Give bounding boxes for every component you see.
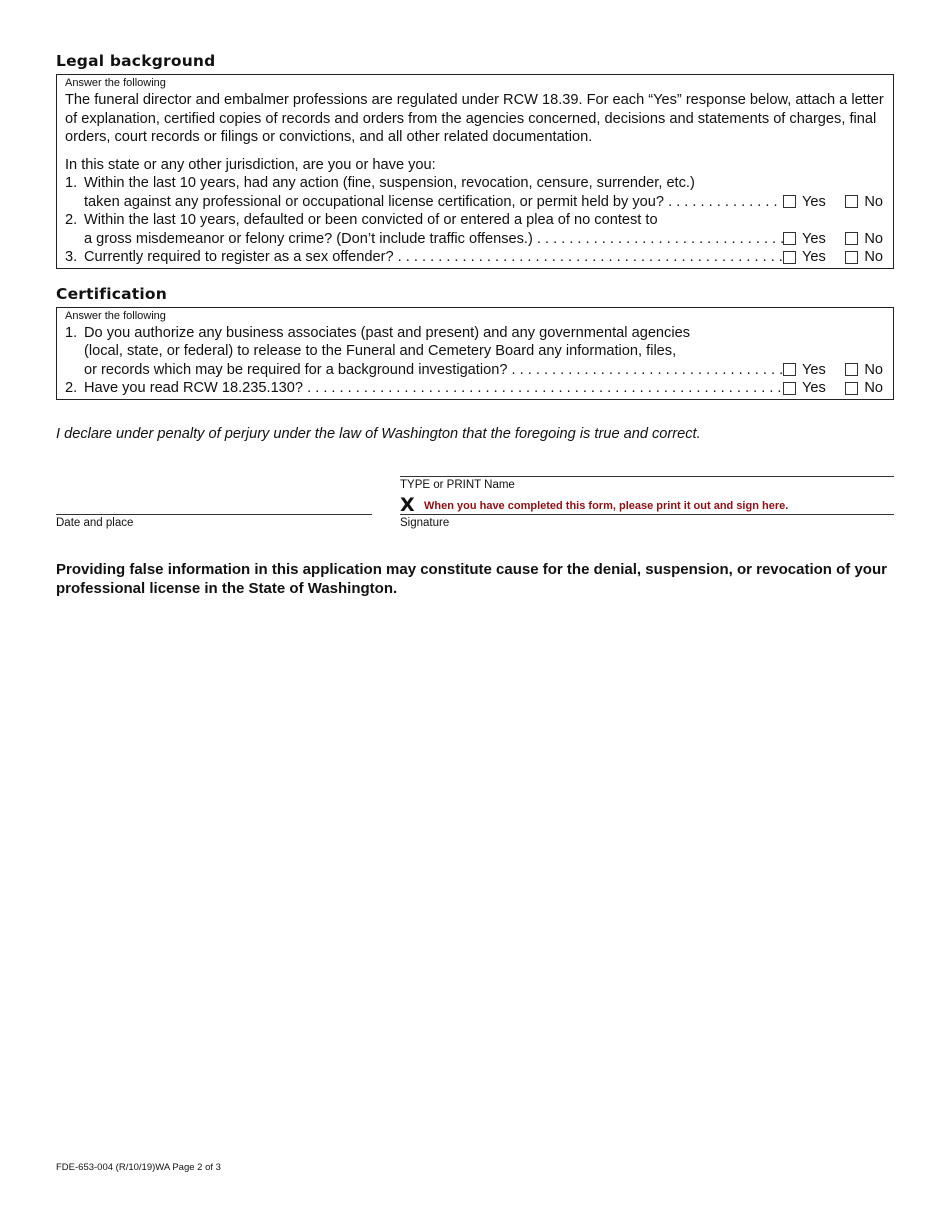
legal-question-2-line-2 — [65, 230, 885, 249]
no-label: No — [864, 230, 883, 247]
no-label: No — [864, 193, 883, 210]
question-number: 3. — [65, 249, 78, 265]
no-label: No — [864, 361, 883, 378]
legal-q2-no-checkbox[interactable] — [845, 232, 858, 245]
question-text: (local, state, or federal) to release to the Funeral and Cemetery Board any information, files, — [84, 343, 677, 359]
perjury-declaration: I declare under penalty of perjury under the law of Washington that the foregoing is true and correct. — [56, 425, 701, 442]
question-text: a gross misdemeanor or felony crime? (Don’t include traffic offenses.) . . . — [84, 231, 783, 247]
form-footer: FDE-653-004 (R/10/19)WA Page 2 of 3 — [56, 1162, 221, 1173]
legal-question-3 — [65, 248, 885, 267]
legal-background-title: Legal background — [56, 52, 216, 70]
legal-q2-yes-checkbox[interactable] — [783, 232, 796, 245]
print-name-label: TYPE or PRINT Name — [400, 478, 515, 491]
no-label: No — [864, 249, 883, 265]
cert-question-1-line-3 — [65, 361, 885, 380]
question-text: Within the last 10 years, had any action (fine, suspension, revocation, censure, surrender, etc.) — [84, 175, 695, 191]
question-number: 1. — [65, 175, 78, 191]
legal-q3-yes-checkbox[interactable] — [783, 251, 796, 264]
yes-label: Yes — [802, 193, 826, 210]
legal-lead-in: In this state or any other jurisdiction, are you or have you: — [65, 156, 436, 173]
cert-caption: Answer the following — [65, 309, 166, 322]
question-number: 2. — [65, 380, 78, 396]
date-place-line[interactable] — [56, 514, 372, 515]
cert-q1-no-checkbox[interactable] — [845, 363, 858, 376]
question-text: Within the last 10 years, defaulted or been convicted of or entered a plea of no contest to — [84, 212, 658, 228]
date-place-label: Date and place — [56, 516, 134, 529]
question-text: or records which may be required for a background investigation? . . . — [84, 362, 783, 378]
question-text: Do you authorize any business associates (past and present) and any governmental agencies — [84, 324, 691, 341]
cert-question-2 — [65, 379, 885, 398]
cert-question-1 — [65, 324, 885, 343]
yes-label: Yes — [802, 361, 826, 378]
cert-q1-yes-checkbox[interactable] — [783, 363, 796, 376]
legal-caption: Answer the following — [65, 77, 166, 89]
yes-label: Yes — [802, 380, 826, 396]
question-text: taken against any professional or occupational license certification, or permit held by you? . . . — [84, 194, 783, 210]
question-number: 1. — [65, 324, 78, 341]
legal-question-2 — [65, 211, 885, 230]
sign-here-x-icon: X — [400, 493, 415, 516]
cert-q2-no-checkbox[interactable] — [845, 382, 858, 395]
signature-line[interactable] — [400, 514, 894, 515]
question-text: Have you read RCW 18.235.130? . . . — [84, 380, 783, 396]
legal-q1-yes-checkbox[interactable] — [783, 195, 796, 208]
certification-box — [56, 307, 894, 400]
signature-area — [56, 476, 894, 536]
signature-label: Signature — [400, 516, 450, 529]
cert-q2-yes-checkbox[interactable] — [783, 382, 796, 395]
cert-question-1-line-2 — [65, 342, 885, 361]
legal-background-box — [56, 74, 894, 269]
legal-q3-no-checkbox[interactable] — [845, 251, 858, 264]
legal-q1-no-checkbox[interactable] — [845, 195, 858, 208]
no-label: No — [864, 380, 883, 396]
legal-question-1 — [65, 174, 885, 193]
legal-question-1-line-2 — [65, 193, 885, 212]
legal-intro: The funeral director and embalmer professions are regulated under RCW 18.39. For each “Yes” response below, attach a letter of explanation, certified copies of records and orders from the agencies concerned, decisions and statements of charges, final orders, court records or filings or convictions, and all other related documentation. — [65, 92, 884, 145]
certification-title: Certification — [56, 284, 167, 303]
sign-here-note: When you have completed this form, please print it out and sign here. — [424, 499, 789, 512]
form-page — [56, 52, 894, 598]
print-name-line[interactable] — [400, 476, 894, 477]
yes-label: Yes — [802, 249, 826, 265]
yes-label: Yes — [802, 230, 826, 247]
question-number: 2. — [65, 212, 78, 228]
question-text: Currently required to register as a sex offender? . . . — [84, 249, 783, 265]
false-information-warning: Providing false information in this application may constitute cause for the denial, suspension, or revocation of your professional license in the State of Washington. — [56, 560, 887, 597]
